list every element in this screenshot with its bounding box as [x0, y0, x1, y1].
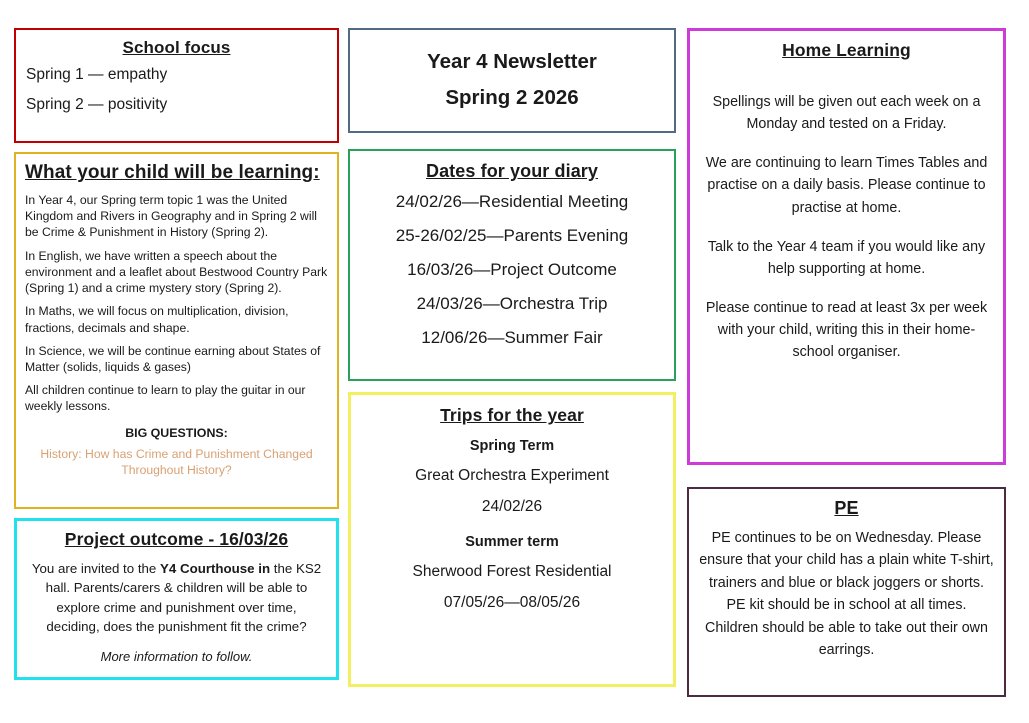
- learning-paragraph: In Year 4, our Spring term topic 1 was the United Kingdom and Rivers in Geography and in Spring 2 will be Crime & Punishment in History (Spring 2).: [25, 193, 317, 240]
- newsletter-heading-line-1: Year 4 Newsletter: [427, 49, 597, 73]
- learning-paragraph: In Maths, we will focus on multiplication, division, fractions, decimals and shape.: [25, 304, 289, 335]
- big-questions-label: BIG QUESTIONS:: [125, 425, 228, 440]
- learning-body: [25, 192, 328, 415]
- summer-trip-date: 07/05/26—08/05/26: [443, 594, 581, 611]
- learning-paragraph: All children continue to learn to play the guitar in our weekly lessons.: [25, 383, 306, 414]
- spring-term-label: Spring Term: [469, 438, 555, 454]
- pe-box: [687, 487, 1006, 697]
- project-outcome-title: Project outcome - 16/03/26: [64, 529, 289, 549]
- middle-column: [348, 28, 676, 687]
- learning-title: What your child will be learning:: [25, 162, 320, 183]
- school-focus-line-2: Spring 2 — positivity: [26, 96, 168, 113]
- project-outcome-footer: More information to follow.: [100, 649, 253, 665]
- summer-trip-name: Sherwood Forest Residential: [412, 563, 612, 580]
- learning-paragraph: In Science, we will be continue earning about States of Matter (solids, liquids & gases): [25, 343, 321, 374]
- school-focus-line-1: Spring 1 — empathy: [26, 66, 168, 83]
- home-learning-paragraph: Please continue to read at least 3x per week with your child, writing this in their home-school organiser.: [705, 300, 988, 361]
- spring-trip-date: 24/02/26: [481, 498, 543, 515]
- right-column: [687, 28, 1006, 697]
- pe-body: PE continues to be on Wednesday. Please ensure that your child has a plain white T-shirt, trainers and blue or black joggers or shorts. PE kit should be in school at all times. Children should be able to take out their own earrings.: [699, 530, 994, 659]
- project-outcome-box: [14, 518, 339, 680]
- spring-trip-name: Great Orchestra Experiment: [415, 467, 609, 484]
- project-body-bold: Y4 Courthouse in: [160, 561, 271, 576]
- trips-title: Trips for the year: [440, 405, 584, 425]
- home-learning-paragraph: Talk to the Year 4 team if you would like any help supporting at home.: [707, 238, 986, 277]
- date-item: 25-26/02/25—Parents Evening: [395, 226, 629, 245]
- project-body-part-2: the KS2 hall. Parents/carers & children will be able to explore crime and punishment over time, deciding, does the punishment fit the crime?: [45, 561, 322, 634]
- summer-term-label: Summer term: [465, 534, 559, 550]
- learning-paragraph: In English, we have written a speech about the environment and a leaflet about Bestwood Country Park (Spring 1) and a crime mystery story (Spring 2).: [25, 248, 328, 296]
- newsletter-title-box: [348, 28, 676, 133]
- home-learning-box: [687, 28, 1006, 465]
- school-focus-box: [14, 28, 339, 143]
- home-learning-paragraph: Spellings will be given out each week on a Monday and tested on a Friday.: [712, 94, 981, 133]
- project-outcome-body: [28, 559, 325, 636]
- school-focus-title: School focus: [122, 38, 231, 57]
- date-item: 12/06/26—Summer Fair: [421, 328, 603, 347]
- home-learning-title: Home Learning: [782, 40, 911, 60]
- trips-box: [348, 392, 676, 687]
- dates-box: [348, 149, 676, 381]
- project-body-part-1: You are invited to the: [31, 561, 161, 576]
- date-item: 24/02/26—Residential Meeting: [395, 192, 629, 211]
- home-learning-paragraph: We are continuing to learn Times Tables and practise on a daily basis. Please continue to practise at home.: [705, 155, 988, 216]
- big-question-text: History: How has Crime and Punishment Changed Throughout History?: [40, 446, 313, 478]
- newsletter-heading-line-2: Spring 2 2026: [445, 85, 579, 109]
- pe-title: PE: [834, 498, 859, 518]
- date-item: 24/03/26—Orchestra Trip: [416, 294, 608, 313]
- date-item: 16/03/26—Project Outcome: [407, 260, 617, 279]
- learning-box: [14, 152, 339, 509]
- dates-title: Dates for your diary: [425, 161, 599, 181]
- left-column: [14, 28, 339, 680]
